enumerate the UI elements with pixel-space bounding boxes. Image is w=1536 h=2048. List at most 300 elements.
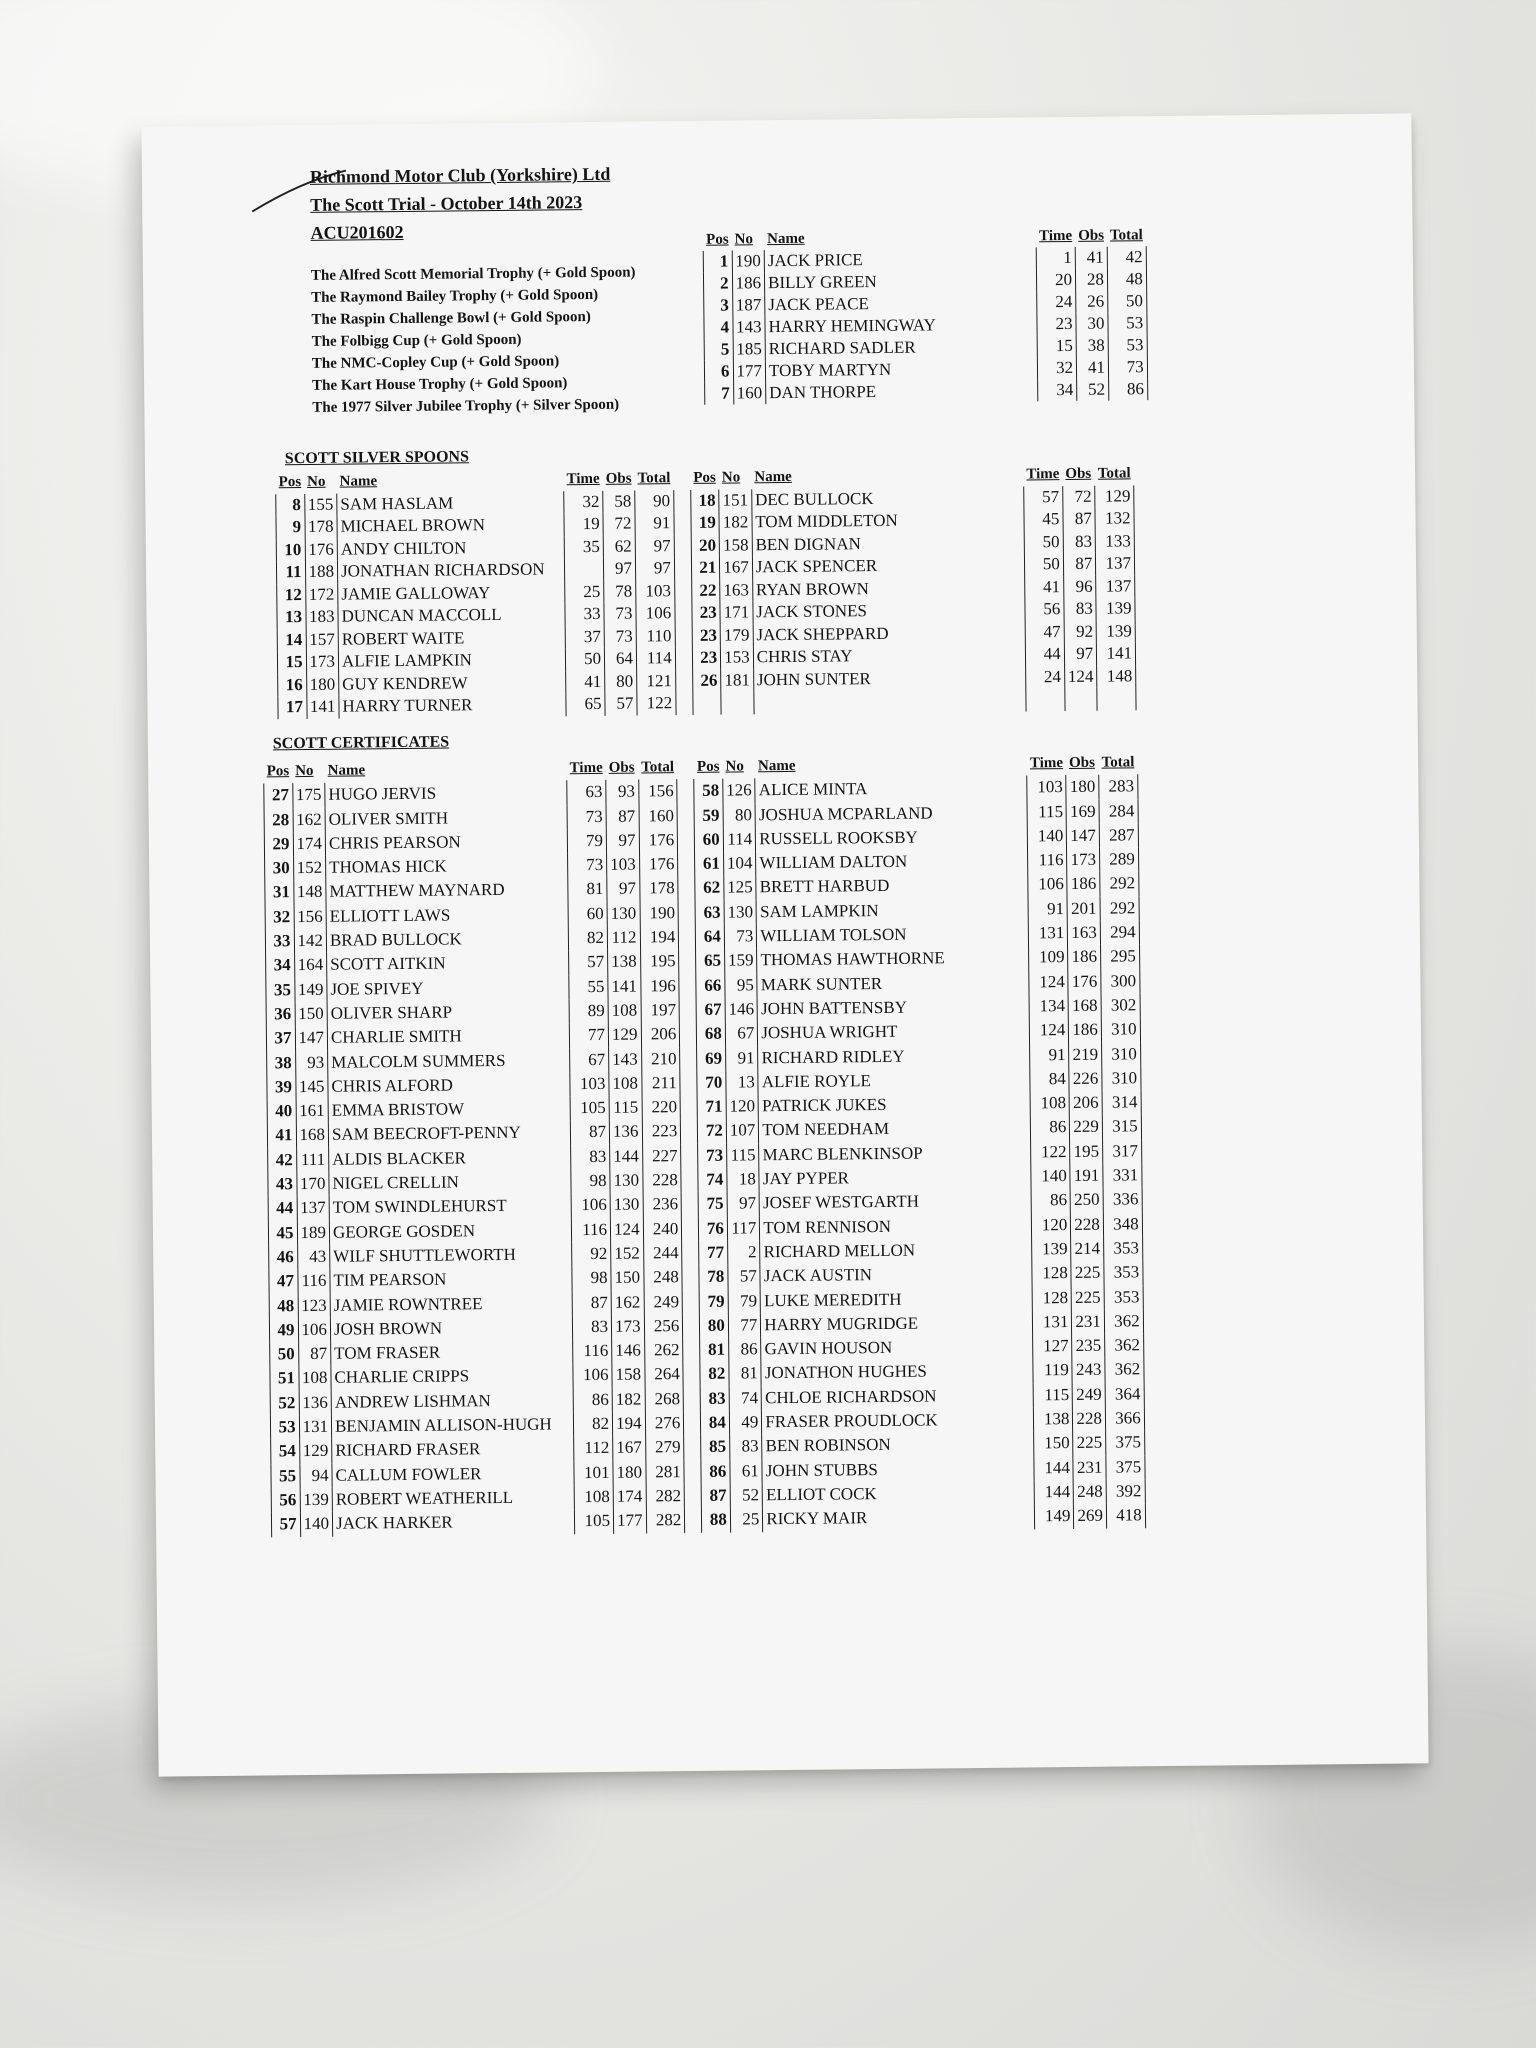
rider-name-cell: CHARLIE CRIPPS <box>331 1364 573 1391</box>
trophy-item: The NMC-Copley Cup (+ Gold Spoon) <box>311 353 560 372</box>
total-cell: 86 <box>1109 378 1148 400</box>
pos-cell: 4 <box>704 317 733 339</box>
rider-number-cell: 168 <box>299 1125 326 1145</box>
rider-name-cell: JOSHUA WRIGHT <box>758 1019 1030 1046</box>
total-cell: 353 <box>1104 1261 1143 1286</box>
rider-number-cell: 157 <box>309 629 335 649</box>
rider-name-cell: TOM FRASER <box>331 1339 573 1366</box>
total-cell: 392 <box>1106 1479 1145 1504</box>
total-cell: 220 <box>642 1095 681 1120</box>
obs-cell: 180 <box>613 1460 646 1485</box>
time-cell: 44 <box>1025 643 1064 666</box>
pos-cell: 85 <box>701 1435 730 1460</box>
pos-cell: 41 <box>267 1124 296 1149</box>
pos-cell: 20 <box>691 534 720 557</box>
time-cell: 20 <box>1036 269 1075 291</box>
rider-number-cell: 179 <box>723 624 750 645</box>
time-cell: 82 <box>573 1412 612 1437</box>
time-cell: 108 <box>574 1485 613 1510</box>
header-obs: Obs <box>605 470 632 487</box>
obs-cell: 138 <box>608 950 641 975</box>
obs-cell: 225 <box>1071 1261 1104 1286</box>
time-cell: 98 <box>572 1266 611 1291</box>
pos-cell: 60 <box>695 828 724 853</box>
pos-cell: 57 <box>271 1512 300 1537</box>
total-cell: 227 <box>642 1144 681 1169</box>
total-cell: 364 <box>1105 1382 1144 1407</box>
obs-cell: 97 <box>606 828 639 853</box>
header-name: Name <box>767 230 805 248</box>
pos-cell: 80 <box>700 1313 729 1338</box>
rider-number-cell: 130 <box>727 902 754 922</box>
total-cell: 122 <box>637 692 676 715</box>
header-pos: Pos <box>266 763 290 780</box>
rider-name-cell: MATTHEW MAYNARD <box>326 878 568 905</box>
rider-number-cell: 49 <box>741 1412 759 1432</box>
time-cell: 124 <box>1029 970 1068 995</box>
pos-cell: 72 <box>698 1119 727 1144</box>
rider-name-cell: MARC BLENKINSOP <box>759 1140 1031 1167</box>
rider-number-cell: 94 <box>311 1465 329 1485</box>
pos-cell: 47 <box>269 1269 298 1294</box>
time-cell: 32 <box>1037 357 1076 379</box>
total-cell: 206 <box>641 1022 680 1047</box>
rider-number-cell: 164 <box>297 955 324 975</box>
permit-number: ACU201602 <box>310 221 404 243</box>
rider-number-cell: 108 <box>301 1368 328 1388</box>
rider-number-cell: 172 <box>308 584 335 604</box>
header-obs: Obs <box>608 759 635 776</box>
rider-number-cell: 178 <box>307 516 334 536</box>
pos-cell: 82 <box>700 1362 729 1387</box>
obs-cell: 112 <box>607 926 640 951</box>
rider-number-cell: 156 <box>297 906 323 926</box>
time-cell: 56 <box>1025 598 1064 621</box>
obs-cell: 141 <box>608 974 641 999</box>
rider-number-cell: 181 <box>724 669 751 690</box>
obs-cell: 52 <box>1077 379 1109 401</box>
total-cell: 310 <box>1102 1066 1141 1091</box>
rider-name-cell: DUNCAN MACCOLL <box>338 603 565 628</box>
pos-cell: 87 <box>701 1484 730 1509</box>
total-cell: 195 <box>640 949 679 974</box>
rider-name-cell: DEC BULLOCK <box>751 486 1023 511</box>
time-cell: 119 <box>1033 1358 1072 1383</box>
rider-number-cell: 150 <box>298 1003 324 1024</box>
pos-cell: 69 <box>697 1046 726 1071</box>
header-time: Time <box>1026 466 1060 483</box>
rider-number-cell: 161 <box>299 1100 325 1121</box>
rider-name-cell: JOHN STUBBS <box>762 1456 1034 1483</box>
total-cell: 294 <box>1100 920 1139 945</box>
total-cell: 196 <box>640 974 679 999</box>
rider-name-cell: JACK AUSTIN <box>760 1262 1032 1289</box>
rider-name-cell: RICHARD SADLER <box>765 335 1037 360</box>
total-cell: 310 <box>1101 1018 1140 1043</box>
pos-cell: 59 <box>694 803 723 828</box>
pos-cell: 38 <box>267 1051 296 1076</box>
rider-number-cell: 25 <box>742 1509 760 1529</box>
pos-cell: 53 <box>270 1415 299 1440</box>
time-cell: 24 <box>1025 666 1064 689</box>
rider-name-cell: MARK SUNTER <box>757 970 1029 997</box>
total-cell: 178 <box>639 877 678 902</box>
time-cell: 19 <box>564 513 603 536</box>
pos-cell: 46 <box>269 1245 298 1270</box>
time-cell: 23 <box>1037 313 1076 335</box>
pos-cell: 65 <box>696 949 725 974</box>
obs-cell: 186 <box>1069 1018 1102 1043</box>
time-cell: 116 <box>573 1339 612 1364</box>
rider-name-cell: SAM LAMPKIN <box>756 897 1028 924</box>
time-cell: 105 <box>574 1509 613 1534</box>
total-cell: 279 <box>645 1435 684 1460</box>
time-cell: 84 <box>1030 1067 1069 1092</box>
pos-cell: 55 <box>271 1464 300 1489</box>
rider-name-cell: RICHARD RIDLEY <box>758 1043 1030 1070</box>
obs-cell: 194 <box>612 1412 645 1437</box>
total-cell: 244 <box>643 1241 682 1266</box>
pos-cell: 39 <box>267 1075 296 1100</box>
time-cell: 15 <box>1037 335 1076 357</box>
total-cell: 289 <box>1099 847 1138 872</box>
trophy-item: The Raymond Bailey Trophy (+ Gold Spoon) <box>311 286 599 306</box>
time-cell: 120 <box>1032 1213 1071 1238</box>
total-cell: 240 <box>643 1217 682 1242</box>
total-cell: 103 <box>636 580 675 603</box>
total-cell: 283 <box>1099 775 1138 800</box>
obs-cell: 115 <box>609 1096 642 1121</box>
total-cell: 50 <box>1108 290 1147 312</box>
obs-cell: 58 <box>603 490 635 513</box>
silver-spoons-title: SCOTT SILVER SPOONS <box>284 448 470 468</box>
time-cell: 140 <box>1031 1164 1070 1189</box>
obs-cell: 163 <box>1068 921 1101 946</box>
rider-number-cell: 139 <box>303 1489 329 1509</box>
total-cell: 160 <box>639 804 678 829</box>
obs-cell: 41 <box>1075 247 1107 269</box>
total-cell: 375 <box>1106 1455 1145 1480</box>
time-cell: 150 <box>1034 1431 1073 1456</box>
time-cell: 81 <box>568 877 607 902</box>
total-cell: 42 <box>1107 246 1146 268</box>
header-no: No <box>725 758 744 775</box>
time-cell: 144 <box>1034 1480 1073 1505</box>
header-pos: Pos <box>278 474 302 491</box>
pos-cell: 73 <box>698 1143 727 1168</box>
total-cell: 276 <box>645 1411 684 1436</box>
time-cell: 32 <box>564 490 603 513</box>
top-results-table <box>702 224 1148 405</box>
obs-cell: 72 <box>1062 485 1095 508</box>
certificates-title: SCOTT CERTIFICATES <box>272 733 450 753</box>
time-cell: 134 <box>1029 994 1068 1019</box>
pos-cell: 19 <box>691 512 720 535</box>
rider-name-cell: SAM HASLAM <box>337 491 564 516</box>
obs-cell: 169 <box>1066 799 1099 824</box>
total-cell: 141 <box>1097 642 1136 665</box>
obs-cell: 250 <box>1070 1188 1103 1213</box>
pos-cell: 58 <box>694 779 723 804</box>
pos-cell: 5 <box>704 339 733 361</box>
rider-number-cell: 149 <box>297 979 324 999</box>
rider-number-cell: 186 <box>735 273 762 293</box>
total-cell: 228 <box>642 1168 681 1193</box>
rider-name-cell: JONATHAN RICHARDSON <box>337 558 564 583</box>
obs-cell: 103 <box>607 853 640 878</box>
rider-number-cell: 117 <box>731 1217 757 1238</box>
trophy-item: The Folbigg Cup (+ Gold Spoon) <box>311 331 522 350</box>
obs-cell: 78 <box>604 580 636 603</box>
total-cell: 317 <box>1102 1139 1141 1164</box>
rider-number-cell: 61 <box>741 1460 759 1481</box>
pos-cell: 1 <box>703 251 732 273</box>
rider-number-cell: 190 <box>735 251 761 271</box>
obs-cell: 97 <box>603 558 635 581</box>
rider-number-cell: 80 <box>734 804 753 825</box>
rider-name-cell: DAN THORPE <box>766 379 1038 404</box>
rider-number-cell: 116 <box>301 1271 327 1291</box>
table-row <box>705 378 1148 405</box>
total-cell: 315 <box>1102 1115 1141 1140</box>
pos-cell: 62 <box>695 876 724 901</box>
rider-number-cell: 83 <box>741 1436 759 1456</box>
pos-cell: 16 <box>278 673 307 696</box>
rider-number-cell: 188 <box>308 561 335 581</box>
rider-name-cell: MICHAEL BROWN <box>337 513 564 538</box>
pos-cell: 51 <box>270 1367 299 1392</box>
header-pos: Pos <box>706 231 729 248</box>
pos-cell: 21 <box>691 557 720 580</box>
rider-name-cell: BRAD BULLOCK <box>326 926 568 953</box>
header-name: Name <box>757 757 796 775</box>
total-cell: 194 <box>640 925 679 950</box>
total-cell: 300 <box>1101 969 1140 994</box>
time-cell: 83 <box>571 1145 610 1170</box>
obs-cell: 225 <box>1072 1285 1105 1310</box>
rider-name-cell: ROBERT WEATHERILL <box>332 1485 574 1512</box>
time-cell: 63 <box>567 780 606 805</box>
total-cell: 353 <box>1104 1285 1143 1310</box>
time-cell: 82 <box>568 926 607 951</box>
time-cell: 128 <box>1032 1286 1071 1311</box>
obs-cell: 214 <box>1071 1237 1104 1262</box>
time-cell: 112 <box>574 1436 613 1461</box>
rider-number-cell: 174 <box>296 833 323 854</box>
club-name: Richmond Motor Club (Yorkshire) Ltd <box>309 163 611 187</box>
pos-cell: 11 <box>276 561 305 584</box>
total-cell: 73 <box>1108 356 1147 378</box>
rider-number-cell: 148 <box>296 882 323 902</box>
time-cell: 116 <box>571 1217 610 1242</box>
time-cell: 106 <box>1028 873 1067 898</box>
time-cell: 109 <box>1029 945 1068 970</box>
time-cell: 140 <box>1028 824 1067 849</box>
document-header <box>310 160 611 247</box>
time-cell: 37 <box>565 625 604 648</box>
time-cell: 25 <box>565 580 604 603</box>
time-cell: 83 <box>572 1315 611 1340</box>
pos-cell: 31 <box>265 881 294 906</box>
pos-cell: 50 <box>270 1342 299 1367</box>
pos-cell: 42 <box>268 1148 297 1173</box>
header-pos: Pos <box>696 758 720 775</box>
pos-cell: 30 <box>265 856 294 881</box>
header-name: Name <box>754 468 792 486</box>
total-cell: 362 <box>1105 1358 1144 1383</box>
rider-number-cell: 158 <box>722 534 749 555</box>
total-cell: 284 <box>1099 799 1138 824</box>
rider-number-cell: 52 <box>742 1485 760 1505</box>
total-cell: 281 <box>645 1460 684 1485</box>
total-cell: 366 <box>1105 1406 1144 1431</box>
pos-cell: 10 <box>276 539 305 562</box>
rider-number-cell: 141 <box>309 696 336 716</box>
time-cell: 131 <box>1033 1310 1072 1335</box>
total-cell: 53 <box>1108 312 1147 334</box>
time-cell: 65 <box>566 693 605 716</box>
total-cell: 190 <box>640 901 679 926</box>
rider-number-cell: 167 <box>723 557 749 577</box>
time-cell: 50 <box>1024 531 1063 554</box>
pos-cell: 32 <box>265 905 294 930</box>
rider-name-cell: LUKE MEREDITH <box>760 1286 1032 1313</box>
time-cell: 131 <box>1029 921 1068 946</box>
obs-cell: 191 <box>1070 1164 1103 1189</box>
pos-cell: 3 <box>704 295 733 317</box>
rider-name-cell: WILLIAM DALTON <box>756 849 1028 876</box>
rider-number-cell: 125 <box>727 877 753 898</box>
rider-name-cell: GAVIN HOUSON <box>761 1335 1033 1362</box>
header-pos: Pos <box>693 469 716 486</box>
rider-number-cell: 136 <box>302 1392 328 1412</box>
obs-cell: 80 <box>605 670 637 693</box>
rider-number-cell: 107 <box>729 1120 756 1141</box>
total-cell: 268 <box>645 1387 684 1412</box>
rider-name-cell: ROBERT WAITE <box>338 626 565 651</box>
pos-cell: 17 <box>278 696 307 719</box>
time-cell: 116 <box>1028 848 1067 873</box>
obs-cell: 243 <box>1072 1358 1105 1383</box>
pos-cell: 14 <box>277 629 306 652</box>
obs-cell: 173 <box>611 1314 644 1339</box>
rider-number-cell: 171 <box>723 602 750 622</box>
time-cell: 106 <box>573 1363 612 1388</box>
rider-name-cell: CHRIS STAY <box>753 643 1025 668</box>
rider-number-cell: 173 <box>309 651 336 671</box>
rider-number-cell: 185 <box>736 339 762 359</box>
rider-number-cell: 104 <box>726 853 753 873</box>
total-cell: 139 <box>1096 620 1135 643</box>
header-no: No <box>295 762 314 780</box>
total-cell: 156 <box>638 779 677 804</box>
rider-number-cell: 153 <box>724 647 750 667</box>
rider-number-cell: 182 <box>722 512 749 532</box>
total-cell: 53 <box>1108 334 1147 356</box>
obs-cell: 201 <box>1067 896 1100 921</box>
rider-number-cell: 87 <box>310 1343 328 1364</box>
time-cell: 103 <box>1027 775 1066 800</box>
pos-cell: 28 <box>264 808 293 833</box>
time-cell: 57 <box>569 950 608 975</box>
pos-cell: 83 <box>700 1386 729 1411</box>
rider-name-cell: GUY KENDREW <box>339 671 566 696</box>
total-cell: 114 <box>636 647 675 670</box>
header-name: Name <box>339 473 378 490</box>
rider-number-cell: 159 <box>727 950 754 970</box>
obs-cell: 62 <box>603 535 635 558</box>
obs-cell: 87 <box>1063 553 1096 576</box>
time-cell: 50 <box>1024 553 1063 576</box>
time-cell: 41 <box>566 670 605 693</box>
rider-name-cell: HARRY TURNER <box>339 693 566 718</box>
rider-name-cell: HUGO JERVIS <box>325 781 567 808</box>
header-obs: Obs <box>1068 754 1095 772</box>
pos-cell: 23 <box>692 647 721 670</box>
obs-cell: 72 <box>603 513 635 536</box>
obs-cell: 195 <box>1070 1139 1103 1164</box>
time-cell: 122 <box>1031 1140 1070 1165</box>
obs-cell: 96 <box>1063 575 1096 598</box>
rider-name-cell: RUSSELL ROOKSBY <box>756 824 1028 851</box>
rider-number-cell: 151 <box>722 489 749 510</box>
rider-name-cell: THOMAS HAWTHORNE <box>757 946 1029 973</box>
total-cell: 292 <box>1100 872 1139 897</box>
rider-name-cell: BEN DIGNAN <box>752 531 1024 556</box>
time-cell: 103 <box>570 1072 609 1097</box>
rider-number-cell: 131 <box>302 1416 329 1437</box>
total-cell: 248 <box>643 1265 682 1290</box>
total-cell: 236 <box>643 1192 682 1217</box>
time-cell: 60 <box>568 902 607 927</box>
obs-cell: 167 <box>613 1436 646 1461</box>
obs-cell: 146 <box>612 1339 645 1364</box>
header-no: No <box>307 473 326 490</box>
rider-number-cell: 163 <box>723 579 750 600</box>
pos-cell: 7 <box>705 383 734 405</box>
rider-number-cell: 162 <box>296 809 322 829</box>
time-cell: 127 <box>1033 1334 1072 1359</box>
trophy-item: The Kart House Trophy (+ Gold Spoon) <box>312 375 568 394</box>
time-cell: 73 <box>568 853 607 878</box>
trophy-item: The Alfred Scott Memorial Trophy (+ Gold Spoon) <box>310 264 636 284</box>
pos-cell: 67 <box>696 998 725 1023</box>
rider-name-cell: RICHARD FRASER <box>332 1437 574 1464</box>
total-cell: 336 <box>1103 1188 1142 1213</box>
obs-cell: 147 <box>1067 824 1100 849</box>
rider-name-cell: SAM BEECROFT-PENNY <box>328 1121 570 1148</box>
header-total: Total <box>1101 754 1135 771</box>
obs-cell: 144 <box>610 1144 643 1169</box>
time-cell: 45 <box>1024 508 1063 531</box>
obs-cell: 28 <box>1075 269 1107 291</box>
obs-cell: 186 <box>1067 872 1100 897</box>
obs-cell: 206 <box>1069 1091 1102 1116</box>
pos-cell: 48 <box>269 1294 298 1319</box>
obs-cell: 130 <box>607 901 640 926</box>
pos-cell: 9 <box>276 516 305 539</box>
rider-number-cell: 170 <box>299 1173 326 1194</box>
pos-cell: 56 <box>271 1488 300 1513</box>
obs-cell: 168 <box>1068 994 1101 1019</box>
pos-cell: 66 <box>696 973 725 998</box>
header-row <box>703 224 1146 251</box>
obs-cell: 162 <box>611 1290 644 1315</box>
total-cell: 106 <box>636 602 675 625</box>
rider-name-cell: CHRIS ALFORD <box>328 1072 570 1099</box>
pos-cell: 37 <box>266 1026 295 1051</box>
total-cell: 418 <box>1106 1503 1145 1528</box>
